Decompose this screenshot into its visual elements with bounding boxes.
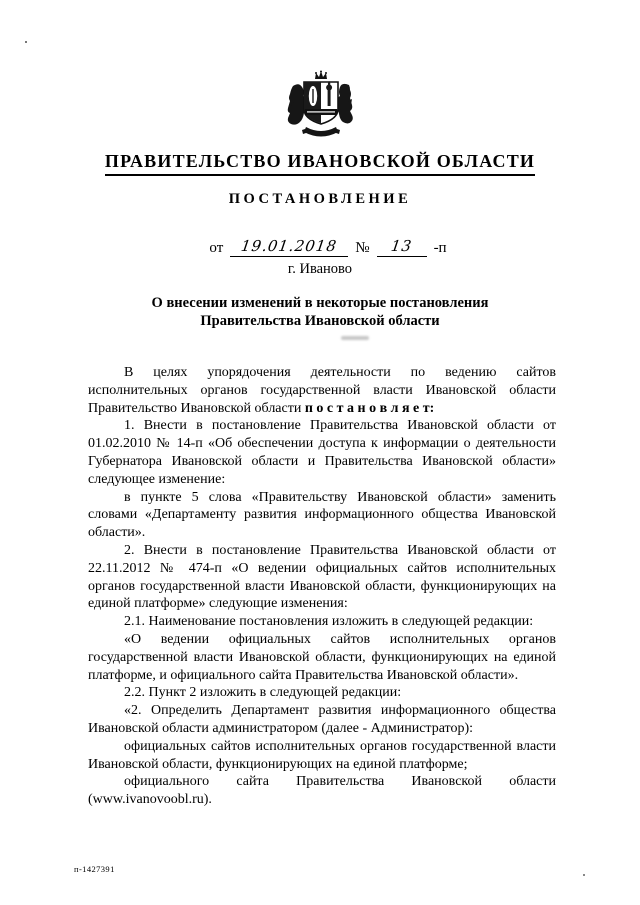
document-title-line1: О внесении изменений в некоторые постановления: [151, 295, 489, 311]
paragraph-text: В целях упорядочения деятельности по ведению сайтов исполнительных органов государственной власти Ивановской области Правительство Ивановской области: [88, 365, 556, 416]
body-paragraph: «О ведении официальных сайтов исполнительных органов государственной власти Ивановской области, функционирующих на единой платформе, и официального сайта Правительства Ивановской области».: [88, 631, 556, 683]
body-paragraph: [88, 364, 556, 417]
resolves-keyword: п о с т а н о в л я е т:: [304, 400, 435, 416]
body-paragraph: 2. Внести в постановление Правительства Ивановской области от 22.11.2012 № 474-п «О ведении официальных сайтов исполнительных органов государственной власти Ивановской области, функционирующих на единой платформе» следующие изменения:: [88, 542, 556, 612]
body-paragraph: 1. Внести в постановление Правительства Ивановской области от 01.02.2010 № 14-п «Об обеспечении доступа к информации о деятельности Губернатора Ивановской области и Правительства Ивановской области» следующее изменение:: [88, 418, 556, 487]
org-name-text: ПРАВИТЕЛЬСТВО ИВАНОВСКОЙ ОБЛАСТИ: [105, 151, 535, 176]
scan-smudge: [341, 336, 369, 340]
doc-type-heading: ПОСТАНОВЛЕНИЕ: [228, 191, 412, 207]
scan-speck: [25, 41, 27, 43]
handwritten-date: 19.01.2018: [240, 237, 339, 255]
date-from-label: от: [209, 240, 224, 256]
body-paragraph: 2.1. Наименование постановления изложить в следующей редакции:: [124, 614, 534, 630]
document-body: [88, 364, 556, 809]
body-paragraph: 2.2. Пункт 2 изложить в следующей редакции:: [124, 685, 402, 701]
scan-speck: [583, 874, 585, 876]
date-field: [230, 238, 348, 257]
document-title-line2: Правительства Ивановской области: [200, 313, 440, 329]
org-name-heading: [0, 151, 640, 176]
number-suffix-label: -п: [433, 240, 447, 256]
handwritten-number: 13: [389, 237, 414, 255]
body-paragraph: официального сайта Правительства Ивановской области (www.ivanovoobl.ru).: [88, 774, 556, 808]
document-code: п-1427391: [74, 864, 115, 874]
number-sign-label: №: [355, 240, 370, 256]
coat-of-arms-icon: [280, 70, 362, 142]
body-paragraph: официальных сайтов исполнительных органов государственной власти Ивановской области, функционирующих на единой платформе;: [88, 738, 556, 772]
date-number-line: [8, 238, 640, 257]
city-label: г. Иваново: [287, 261, 353, 277]
document-title: [0, 294, 640, 330]
body-paragraph: «2. Определить Департамент развития информационного общества Ивановской области администратором (далее - Администратор):: [88, 703, 556, 736]
body-paragraph: в пункте 5 слова «Правительству Ивановской области» заменить словами «Департаменту развития информационного общества Ивановской области».: [88, 489, 556, 541]
number-field: [377, 238, 427, 257]
